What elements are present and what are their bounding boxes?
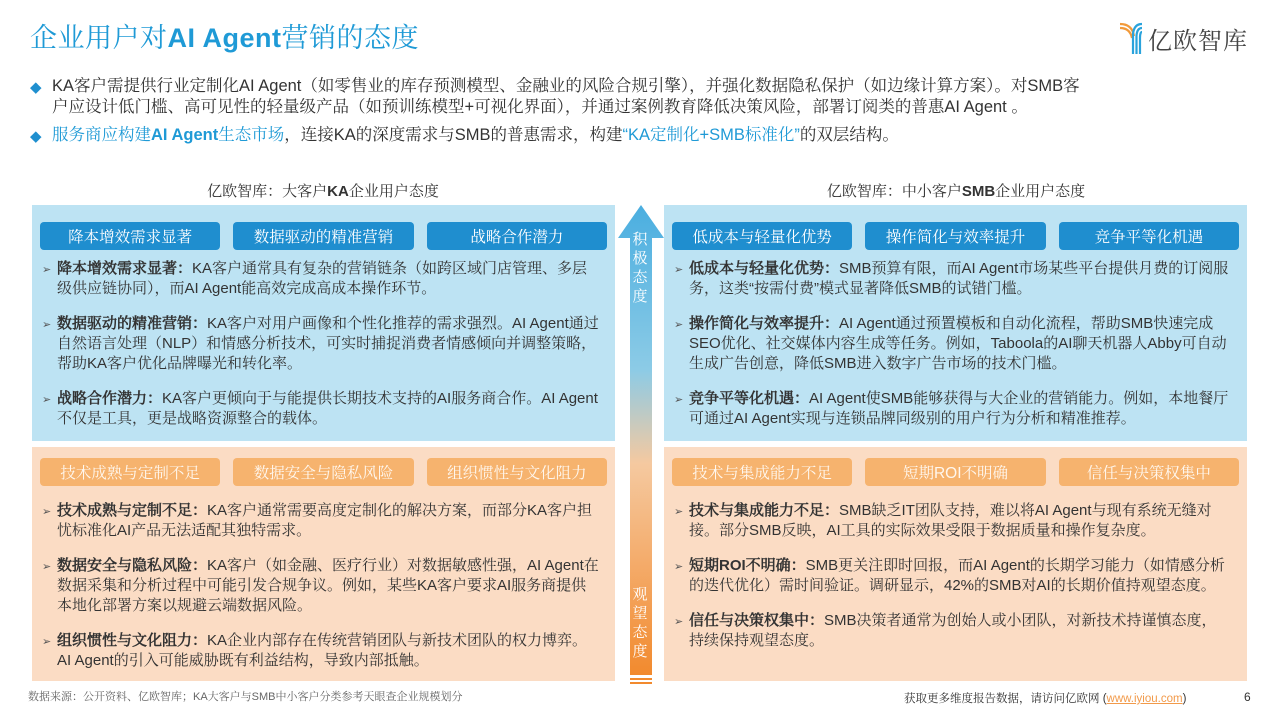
title-part: 企业用户态度 (348, 183, 439, 200)
tag: 技术成熟与定制不足 (40, 458, 220, 486)
label-char: 度 (632, 643, 648, 660)
list-item (674, 611, 1231, 651)
wait-and-see-attitude-label (629, 585, 651, 661)
item-list (674, 501, 1231, 666)
item-label: 低成本与轻量化优势： (689, 260, 840, 277)
label-char: 度 (632, 288, 648, 305)
summary-line: KA客户需提供行业定制化AI Agent（如零售业的库存预测模型、金融业的风险合规引擎），并强化数据隐私保护（如边缘计算方案）。对SMB客 (52, 77, 1080, 95)
item-label: 降本增效需求显著： (57, 260, 193, 277)
tag: 数据驱动的精准营销 (233, 222, 413, 250)
tag-row (40, 458, 607, 486)
footer-text: ) (1182, 693, 1187, 705)
title-bold: SMB (961, 183, 996, 200)
list-item (42, 314, 599, 374)
ka-positive-panel (32, 205, 615, 441)
list-item (674, 556, 1231, 596)
tag: 信任与决策权集中 (1059, 458, 1239, 486)
label-char: 望 (632, 605, 648, 622)
item-label: 数据驱动的精准营销： (57, 315, 208, 332)
item-label: 操作简化与效率提升： (689, 315, 840, 332)
title-part: 营销的态度 (281, 23, 419, 53)
title-part: 亿欧智库：大客户 (207, 183, 328, 200)
item-label: 技术成熟与定制不足： (57, 502, 208, 519)
item-label: 数据安全与隐私风险： (57, 557, 208, 574)
title-part: 企业用户对 (30, 23, 168, 53)
summary-bullet (30, 76, 1260, 118)
tag: 低成本与轻量化优势 (672, 222, 852, 250)
arrow-bullet-icon: ➢ (42, 264, 52, 276)
list-item (42, 501, 599, 541)
summary-text (52, 76, 1080, 118)
highlight-text: 服务商应构建 (52, 126, 151, 144)
tag: 竞争平等化机遇 (1059, 222, 1239, 250)
tag: 组织惯性与文化阻力 (427, 458, 607, 486)
tag: 短期ROI不明确 (865, 458, 1045, 486)
summary-text (52, 125, 899, 147)
logo-text: 亿欧智库 (1148, 27, 1248, 55)
item-list (674, 259, 1231, 444)
list-item (42, 556, 599, 616)
item-label: 组织惯性与文化阻力： (57, 632, 208, 649)
arrow-bullet-icon: ➢ (42, 394, 52, 406)
tag: 战略合作潜力 (427, 222, 607, 250)
item-label: 技术与集成能力不足： (689, 502, 840, 519)
arrow-bullet-icon: ➢ (674, 506, 684, 518)
tag: 数据安全与隐私风险 (233, 458, 413, 486)
list-item (674, 389, 1231, 429)
tag: 技术与集成能力不足 (672, 458, 852, 486)
item-text: KA客户对用户画像和个性化推荐的需求强烈。AI Agent通过自然语言处理（NLP）和情感分析技术，可实时捕捉消费者情感倾向并调整策略，帮助KA客户优化品牌曝光和转化率。 (57, 315, 599, 372)
list-item (42, 631, 599, 671)
highlight-bold-text: AI Agent (151, 126, 219, 144)
tag: 操作简化与效率提升 (865, 222, 1045, 250)
item-label: 信任与决策权集中： (689, 612, 825, 629)
tag-row (672, 458, 1239, 486)
label-char: 极 (632, 250, 648, 267)
title-bold: AI Agent (167, 23, 282, 53)
list-item (674, 259, 1231, 299)
item-text: KA客户更倾向于与能提供长期技术支持的AI服务商合作。AI Agent不仅是工具，更是战略资源整合的载体。 (57, 390, 598, 427)
list-item (674, 314, 1231, 374)
item-text: KA客户通常需要高度定制化的解决方案，而部分KA客户担忧标准化AI产品无法适配其独特需求。 (57, 502, 593, 539)
summary-bullet (30, 125, 1260, 147)
list-item (674, 501, 1231, 541)
positive-attitude-label (629, 230, 651, 306)
arrow-bullet-icon: ➢ (42, 319, 52, 331)
item-text: AI Agent通过预置模板和自动化流程，帮助SMB快速完成SEO优化、社交媒体内容生成等任务。例如，Taboola的AI聊天机器人Abby可自动生成广告创意，降低SMB进入数字广告市场的技术门槛。 (689, 315, 1227, 372)
summary-line: 户应设计低门槛、高可见性的轻量级产品（如预训练模型+可视化界面），并通过案例教育降低决策风险，部署订阅类的普惠AI Agent 。 (52, 98, 1028, 116)
ka-negative-panel (32, 447, 615, 681)
logo-mark-icon (1118, 20, 1144, 56)
item-list (42, 501, 599, 686)
item-text: SMB更关注即时回报，而AI Agent的长期学习能力（如情感分析的迭代优化）需时间验证。调研显示，42%的SMB对AI的长期价值持观望态度。 (689, 557, 1225, 594)
page-title (30, 16, 419, 55)
data-source-note: 数据来源：公开资料、亿欧智库；KA大客户与SMB中小客户分类参考天眼查企业规模划分 (28, 691, 463, 703)
item-text: KA客户（如金融、医疗行业）对数据敏感性强，AI Agent在数据采集和分析过程中可能引发合规争议。例如，某些KA客户要求AI服务商提供本地化部署方案以规避云端数据风险。 (57, 557, 599, 614)
arrow-bullet-icon: ➢ (674, 561, 684, 573)
brand-logo (1118, 18, 1258, 58)
list-item (42, 259, 599, 299)
page-number: 6 (1244, 690, 1251, 704)
item-text: SMB决策者通常为创始人或小团队，对新技术持谨慎态度，持续保持观望态度。 (689, 612, 1217, 649)
smb-positive-panel (664, 205, 1247, 441)
arrow-bullet-icon: ➢ (674, 616, 684, 628)
website-link[interactable]: www.iyiou.com (1106, 693, 1183, 705)
ka-column-title (32, 180, 614, 201)
item-text: KA企业内部存在传统营销团队与新技术团队的权力博弈。AI Agent的引入可能威胁既有利益结构，导致内部抵触。 (57, 632, 588, 669)
summary-text-part: 的双层结构。 (799, 126, 899, 144)
title-bold: KA (327, 183, 349, 200)
item-text: AI Agent使SMB能够获得与大企业的营销能力。例如，本地餐厅可通过AI Agent实现与连锁品牌同级别的用户行为分析和精准推荐。 (689, 390, 1229, 427)
item-label: 战略合作潜力： (57, 390, 163, 407)
diamond-bullet-icon: ◆ (30, 79, 42, 96)
arrow-bullet-icon: ➢ (42, 561, 52, 573)
item-list (42, 259, 599, 444)
smb-negative-panel (664, 447, 1247, 681)
footer-text: 获取更多维度报告数据，请访问亿欧网 ( (904, 693, 1107, 705)
diamond-bullet-icon: ◆ (30, 128, 42, 145)
smb-column-title (665, 180, 1247, 201)
title-part: 亿欧智库：中小客户 (826, 183, 962, 200)
item-label: 竞争平等化机遇： (689, 390, 810, 407)
item-text: SMB缺乏IT团队支持，难以将AI Agent与现有系统无缝对接。部分SMB反映，AI工具的实际效果受限于数据质量和操作复杂度。 (689, 502, 1212, 539)
tag-row (672, 222, 1239, 250)
highlight-text: 生态市场 (218, 126, 285, 144)
arrow-bullet-icon: ➢ (674, 394, 684, 406)
title-part: 企业用户态度 (995, 183, 1086, 200)
arrow-bullet-icon: ➢ (674, 264, 684, 276)
summary-block (30, 76, 1260, 154)
item-label: 短期ROI不明确： (689, 557, 806, 574)
label-char: 态 (632, 269, 648, 286)
label-char: 观 (632, 586, 648, 603)
arrow-bullet-icon: ➢ (42, 636, 52, 648)
arrow-bullet-icon: ➢ (674, 319, 684, 331)
tag: 降本增效需求显著 (40, 222, 220, 250)
label-char: 积 (632, 231, 648, 248)
highlight-quote: “KA定制化+SMB标准化” (622, 126, 800, 144)
label-char: 态 (632, 624, 648, 641)
arrow-bullet-icon: ➢ (42, 506, 52, 518)
list-item (42, 389, 599, 429)
summary-text-part: ，连接KA的深度需求与SMB的普惠需求，构建 (284, 126, 623, 144)
item-text: SMB预算有限，而AI Agent市场某些平台提供月费的订阅服务，这类“按需付费”模式显著降低SMB的试错门槛。 (689, 260, 1229, 297)
tag-row (40, 222, 607, 250)
more-reports-note (904, 690, 1186, 706)
item-text: KA客户通常具有复杂的营销链条（如跨区域门店管理、多层级供应链协同），而AI Agent能高效完成高成本操作环节。 (57, 260, 588, 297)
